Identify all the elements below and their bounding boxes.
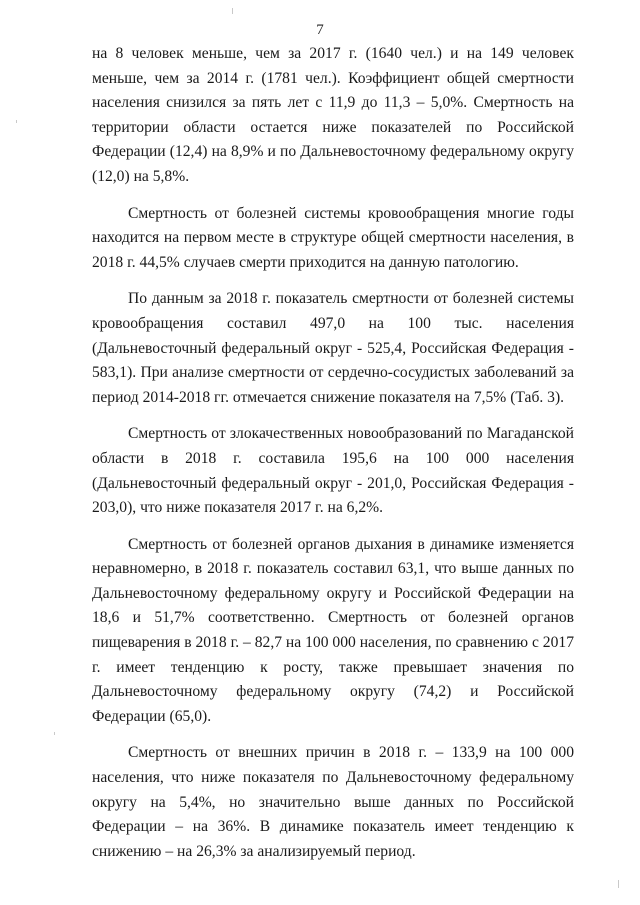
paragraph-external-causes: Смертность от внешних причин в 2018 г. – 133,9 на 100 000 населения, что ниже показателя по Дальневосточному федеральному округу на 5,4%, но значительно выше данных по Российской Федерации – на 36%. В динамике показатель имеет тенденцию к снижению – на 26,3% за анализируемый период. bbox=[92, 744, 574, 860]
paragraph-circulatory-rate: По данным за 2018 г. показатель смертности от болезней системы кровообращения составил 497,0 на 100 тыс. населения (Дальневосточный федеральный округ - 525,4, Российская Федерация - 583,1). При анализе смертности от сердечно-сосудистых заболеваний за период 2014-2018 гг. отмечается снижение показателя на 7,5% (Таб. 3). bbox=[92, 290, 574, 406]
paragraph-mortality-overview: на 8 человек меньше, чем за 2017 г. (1640 чел.) и на 149 человек меньше, чем за 2014 г. (1781 чел.). Коэффициент общей смертности населения снизился за пять лет с 11,9 до 11,3 – 5,0%. Смертность на территории области остается ниже показателей по Российской Федерации (12,4) на 8,9% и по Дальневосточному федеральному округу (12,0) на 5,8%. bbox=[92, 45, 574, 185]
scan-speck bbox=[54, 732, 55, 735]
paragraph-circulatory-structure: Смертность от болезней системы кровообращения многие годы находится на первом месте в структуре общей смертности населения, в 2018 г. 44,5% случаев смерти приходится на данную патологию. bbox=[92, 204, 574, 271]
body-text bbox=[92, 42, 574, 876]
paragraph-neoplasms: Смертность от злокачественных новообразований по Магаданской области в 2018 г. составила 195,6 на 100 000 населения (Дальневосточный федеральный округ - 201,0, Российская Федерация - 203,0), что ниже показателя 2017 г. на 6,2%. bbox=[92, 425, 574, 517]
paragraph-respiratory-digestive: Смертность от болезней органов дыхания в динамике изменяется неравномерно, в 2018 г. показатель составил 63,1, что выше данных по Дальневосточному федеральному округу и Российской Федерации на 18,6 и 51,7% соответственно. Смертность от болезней органов пищеварения в 2018 г. – 82,7 на 100 000 населения, по сравнению с 2017 г. имеет тенденцию к росту, также превышает значения по Дальневосточному федеральному округу (74,2) и Российской Федерации (65,0). bbox=[92, 535, 574, 725]
scan-speck bbox=[16, 120, 17, 123]
scan-speck bbox=[232, 8, 233, 14]
scan-speck bbox=[618, 880, 619, 888]
page-number: 7 bbox=[316, 22, 324, 38]
